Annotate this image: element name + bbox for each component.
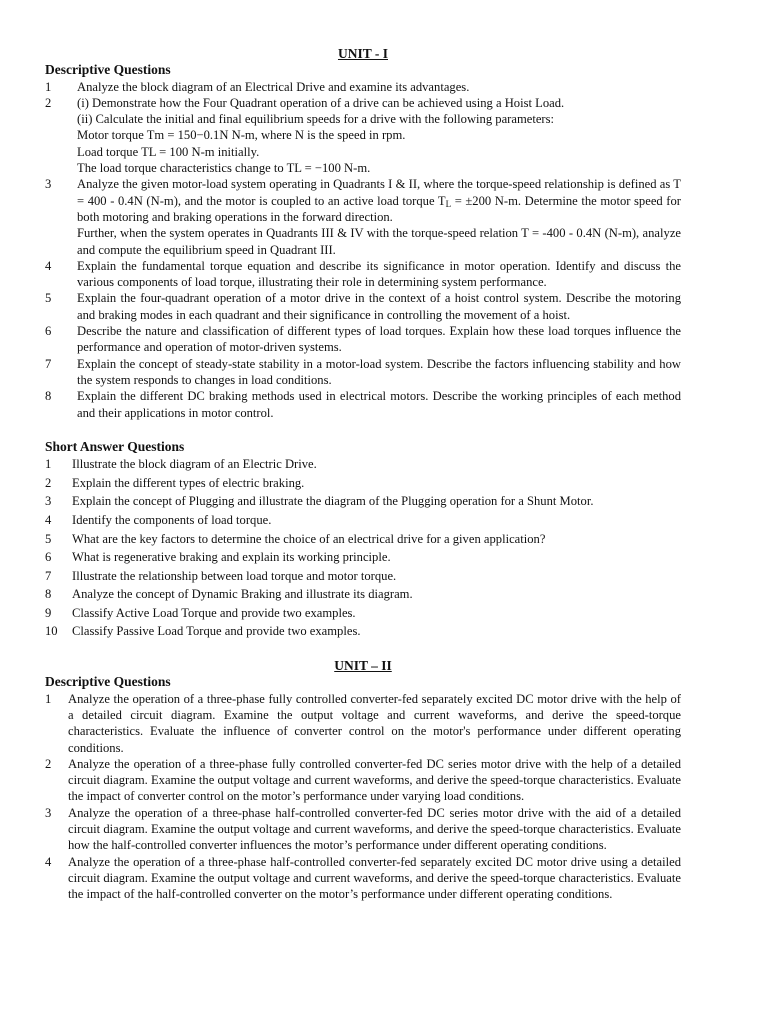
question-text: Explain the different types of electric braking.: [72, 475, 305, 490]
short-answer-list: [45, 455, 681, 641]
descriptive-question: [45, 176, 681, 257]
spacer: [45, 421, 681, 439]
question-text: Explain the fundamental torque equation and describe its significance in motor operation. Identify and discuss the various components of load torque, illustrating their role in determining system performance.: [77, 258, 681, 290]
document-page: [45, 46, 681, 903]
question-fragment: = ±200 N-m. Determine the motor speed for both motoring and braking operations in the forward direction.: [77, 193, 681, 224]
question-text: Illustrate the relationship between load torque and motor torque.: [72, 568, 397, 583]
descriptive-question: [45, 356, 681, 389]
question-line: (ii) Calculate the initial and final equilibrium speeds for a drive with the following parameters:: [77, 112, 555, 127]
question-number: 3: [45, 494, 52, 509]
unit-2-title: UNIT – II: [334, 658, 392, 674]
question-text: Describe the nature and classification of different types of load torques. Explain how these load torques influence the performance and operation of motor-driven systems.: [77, 324, 681, 355]
short-question: [45, 604, 681, 623]
question-number: 3: [45, 805, 52, 820]
question-number: 5: [45, 531, 52, 546]
question-number: 2: [45, 475, 52, 490]
question-text: Analyze the operation of a three-phase half-controlled converter-fed DC series motor drive with the aid of a detailed circuit diagram. Examine the output voltage and current waveforms, and derive the speed-torque characteristics. Evaluate how the half-controlled converter influences the motor’s performance under different operating conditions.: [68, 805, 681, 853]
question-text: Analyze the operation of a three-phase fully controlled converter-fed DC series motor drive with the help of a detailed circuit diagram. Examine the output voltage and current waveforms, and derive the speed-torque characteristics. Evaluate the impact of converter control on the motor’s performance under varying load conditions.: [68, 756, 681, 804]
question-text: Analyze the operation of a three-phase half-controlled converter-fed separately excited DC motor drive using a detailed circuit diagram. Examine the output voltage and current waveforms, and derive the speed-torque characteristics. Evaluate the impact of the half-controlled converter on the motor’s performance under different operating conditions.: [68, 854, 681, 902]
question-number: 7: [45, 568, 52, 583]
descriptive-question: [45, 323, 681, 356]
question-text: What are the key factors to determine the choice of an electrical drive for a given application?: [72, 531, 546, 546]
question-text: Illustrate the block diagram of an Electric Drive.: [72, 457, 317, 472]
short-question: [45, 622, 681, 641]
short-question: [45, 492, 681, 511]
short-question: [45, 474, 681, 493]
question-number: 4: [45, 854, 52, 869]
question-number: 4: [45, 258, 52, 273]
descriptive-question: [45, 290, 681, 323]
descriptive-question: [45, 691, 681, 756]
question-number: 8: [45, 587, 52, 602]
question-text: Classify Active Load Torque and provide two examples.: [72, 605, 356, 620]
descriptive-question: [45, 854, 681, 903]
unit-1-title: UNIT - I: [337, 46, 388, 61]
descriptive-question: [45, 79, 681, 95]
question-text: [77, 95, 681, 176]
question-number: 6: [45, 324, 52, 339]
descriptive-question: [45, 388, 681, 421]
unit-2-descriptive-heading: Descriptive Questions: [45, 674, 171, 690]
unit-1-short-heading: Short Answer Questions: [45, 438, 185, 454]
unit-1-descriptive-list: [45, 79, 681, 421]
unit-2-descriptive-list: [45, 691, 681, 903]
question-paragraph: Further, when the system operates in Quadrants III & IV with the torque-speed relation T = -400 - 0.4N (N-m), analyze and compute the equilibrium speed in Quadrant III.: [77, 226, 681, 257]
question-number: 4: [45, 512, 52, 527]
short-question: [45, 455, 681, 474]
short-question: [45, 511, 681, 530]
question-number: 5: [45, 291, 52, 306]
question-text: Explain the concept of Plugging and illustrate the diagram of the Plugging operation for a Shunt Motor.: [72, 494, 594, 509]
question-number: 10: [45, 624, 58, 639]
question-fragment: Analyze the given motor-load system operating in Quadrants I & II, where the torque-speed relationship is defined as T = 400 - 0.4N (N-m), and the motor is coupled to an active load torque T: [77, 177, 681, 208]
short-question: [45, 567, 681, 586]
short-question: [45, 585, 681, 604]
descriptive-question: [45, 258, 681, 291]
question-number: 7: [45, 356, 52, 371]
unit-1-descriptive-heading: Descriptive Questions: [45, 62, 171, 78]
short-question: [45, 548, 681, 567]
subscript: L: [445, 198, 452, 209]
question-line: Load torque TL = 100 N-m initially.: [77, 144, 260, 159]
question-number: 2: [45, 95, 52, 110]
question-number: 1: [45, 457, 52, 472]
question-paragraph: [77, 176, 681, 225]
question-text: Identify the components of load torque.: [72, 512, 272, 527]
question-number: 6: [45, 550, 52, 565]
question-number: 2: [45, 756, 52, 771]
question-number: 3: [45, 177, 52, 192]
descriptive-question: [45, 756, 681, 805]
question-text: What is regenerative braking and explain its working principle.: [72, 550, 391, 565]
descriptive-question: [45, 95, 681, 176]
question-line: (i) Demonstrate how the Four Quadrant operation of a drive can be achieved using a Hoist Load.: [77, 95, 565, 110]
question-text: [77, 176, 681, 257]
question-number: 9: [45, 605, 52, 620]
question-text: Classify Passive Load Torque and provide two examples.: [72, 624, 361, 639]
question-number: 1: [45, 691, 52, 706]
descriptive-question: [45, 805, 681, 854]
question-number: 8: [45, 389, 52, 404]
question-text: Analyze the operation of a three-phase fully controlled converter-fed separately excited DC motor drive with the help of a detailed circuit diagram. Examine the output voltage and current waveforms, and derive the speed-torque characteristics. Evaluate the influence of converter control on the motor's performance under different operating conditions.: [68, 691, 681, 755]
question-text: Analyze the block diagram of an Electrical Drive and examine its advantages.: [77, 79, 470, 94]
question-text: Explain the concept of steady-state stability in a motor-load system. Describe the factors influencing stability and how the system responds to changes in load conditions.: [77, 356, 681, 387]
question-text: Explain the different DC braking methods used in electrical motors. Describe the working principles of each method and their applications in motor control.: [77, 389, 681, 420]
short-question: [45, 530, 681, 549]
question-line: Motor torque Tm = 150−0.1N N-m, where N is the speed in rpm.: [77, 128, 406, 143]
question-text: Analyze the concept of Dynamic Braking and illustrate its diagram.: [72, 587, 413, 602]
question-line: The load torque characteristics change to TL = −100 N-m.: [77, 161, 371, 176]
question-number: 1: [45, 79, 52, 94]
question-text: Explain the four-quadrant operation of a motor drive in the context of a hoist control system. Describe the motoring and braking modes in each quadrant and their significance in controlling the movement of a hoist.: [77, 291, 681, 322]
